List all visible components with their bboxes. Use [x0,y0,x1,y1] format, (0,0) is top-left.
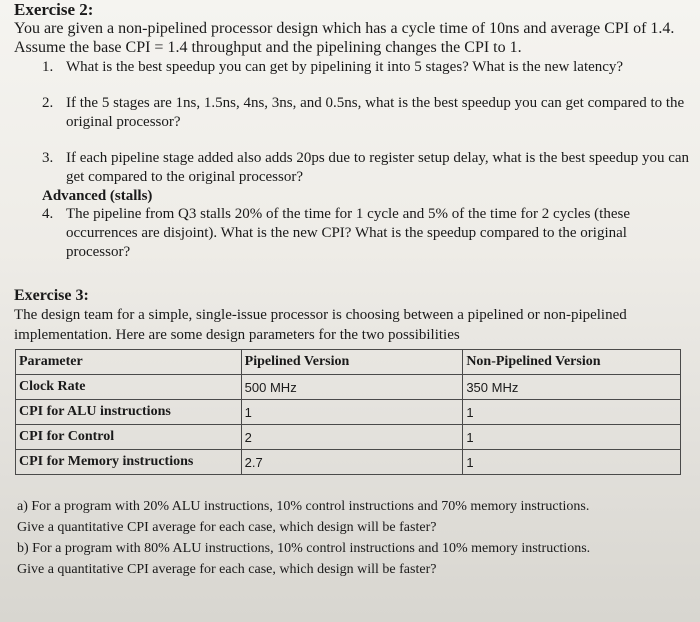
question-text: The pipeline from Q3 stalls 20% of the time for 1 cycle and 5% of the time for 2 cycles (these occurrences are disjoint). What is the new CPI? What is the speedup compared to the original processor? [66,206,630,260]
question-number: 3. [42,150,54,166]
table-row [16,375,681,400]
exercise-3-title: Exercise 3: [14,287,89,304]
question-text: If each pipeline stage added also adds 20ps due to register setup delay, what is the best speedup you can get compared to the original processor? [66,150,690,185]
part-a-line-1: a) For a program with 20% ALU instructions, 10% control instructions and 70% memory instructions. [17,499,590,514]
question-number: 4. [42,206,54,222]
question-text: What is the best speedup you can get by pipelining it into 5 stages? What is the new latency? [66,59,624,75]
exercise-3-intro-line-1: The design team for a simple, single-issue processor is choosing between a pipelined or non-pipelined [14,307,627,323]
exercise-3-intro-line-2: implementation. Here are some design parameters for the two possibilities [14,327,460,343]
row-label: CPI for Memory instructions [16,450,242,475]
row-label: CPI for ALU instructions [16,400,242,425]
header-pipelined: Pipelined Version [241,350,463,375]
exercise-2-title: Exercise 2: [14,0,94,19]
part-a-line-2: Give a quantitative CPI average for each case, which design will be faster? [17,520,437,535]
row-label: Clock Rate [16,375,242,400]
exercise-2-questions [14,58,690,262]
header-parameter: Parameter [16,350,242,375]
non-pipelined-value: 350 MHz [463,375,681,400]
non-pipelined-value: 1 [463,450,681,475]
exercise-2-intro-line-2: Assume the base CPI = 1.4 throughput and the pipelining changes the CPI to 1. [14,39,522,56]
exercise-3 [14,286,684,345]
question-1 [42,58,690,77]
question-number: 2. [42,95,54,111]
question-number: 1. [42,59,54,75]
header-non-pipelined: Non-Pipelined Version [463,350,681,375]
exercise-3-intro [14,305,684,345]
question-2 [42,94,690,132]
exercise-2 [14,0,690,262]
exercise-2-intro-line-1: You are given a non-pipelined processor design which has a cycle time of 10ns and average CPI of 1.4. [14,20,675,37]
pipelined-value: 1 [241,400,463,425]
non-pipelined-value: 1 [463,425,681,450]
question-4 [42,205,690,262]
pipelined-value: 500 MHz [241,375,463,400]
table-row [16,400,681,425]
part-b-line-2: Give a quantitative CPI average for each case, which design will be faster? [17,562,437,577]
advanced-stalls-heading: Advanced (stalls) [42,188,153,204]
non-pipelined-value: 1 [463,400,681,425]
table-row [16,425,681,450]
design-parameters-table [15,349,681,475]
table-header-row [16,350,681,375]
question-3 [42,149,690,187]
pipelined-value: 2 [241,425,463,450]
exercise-2-intro [14,19,690,57]
exercise-3-parts [17,496,687,580]
question-text: If the 5 stages are 1ns, 1.5ns, 4ns, 3ns, and 0.5ns, what is the best speedup you can get compared to the original processor? [66,95,685,130]
pipelined-value: 2.7 [241,450,463,475]
table-row [16,450,681,475]
part-b-line-1: b) For a program with 80% ALU instructions, 10% control instructions and 10% memory instructions. [17,541,591,556]
row-label: CPI for Control [16,425,242,450]
